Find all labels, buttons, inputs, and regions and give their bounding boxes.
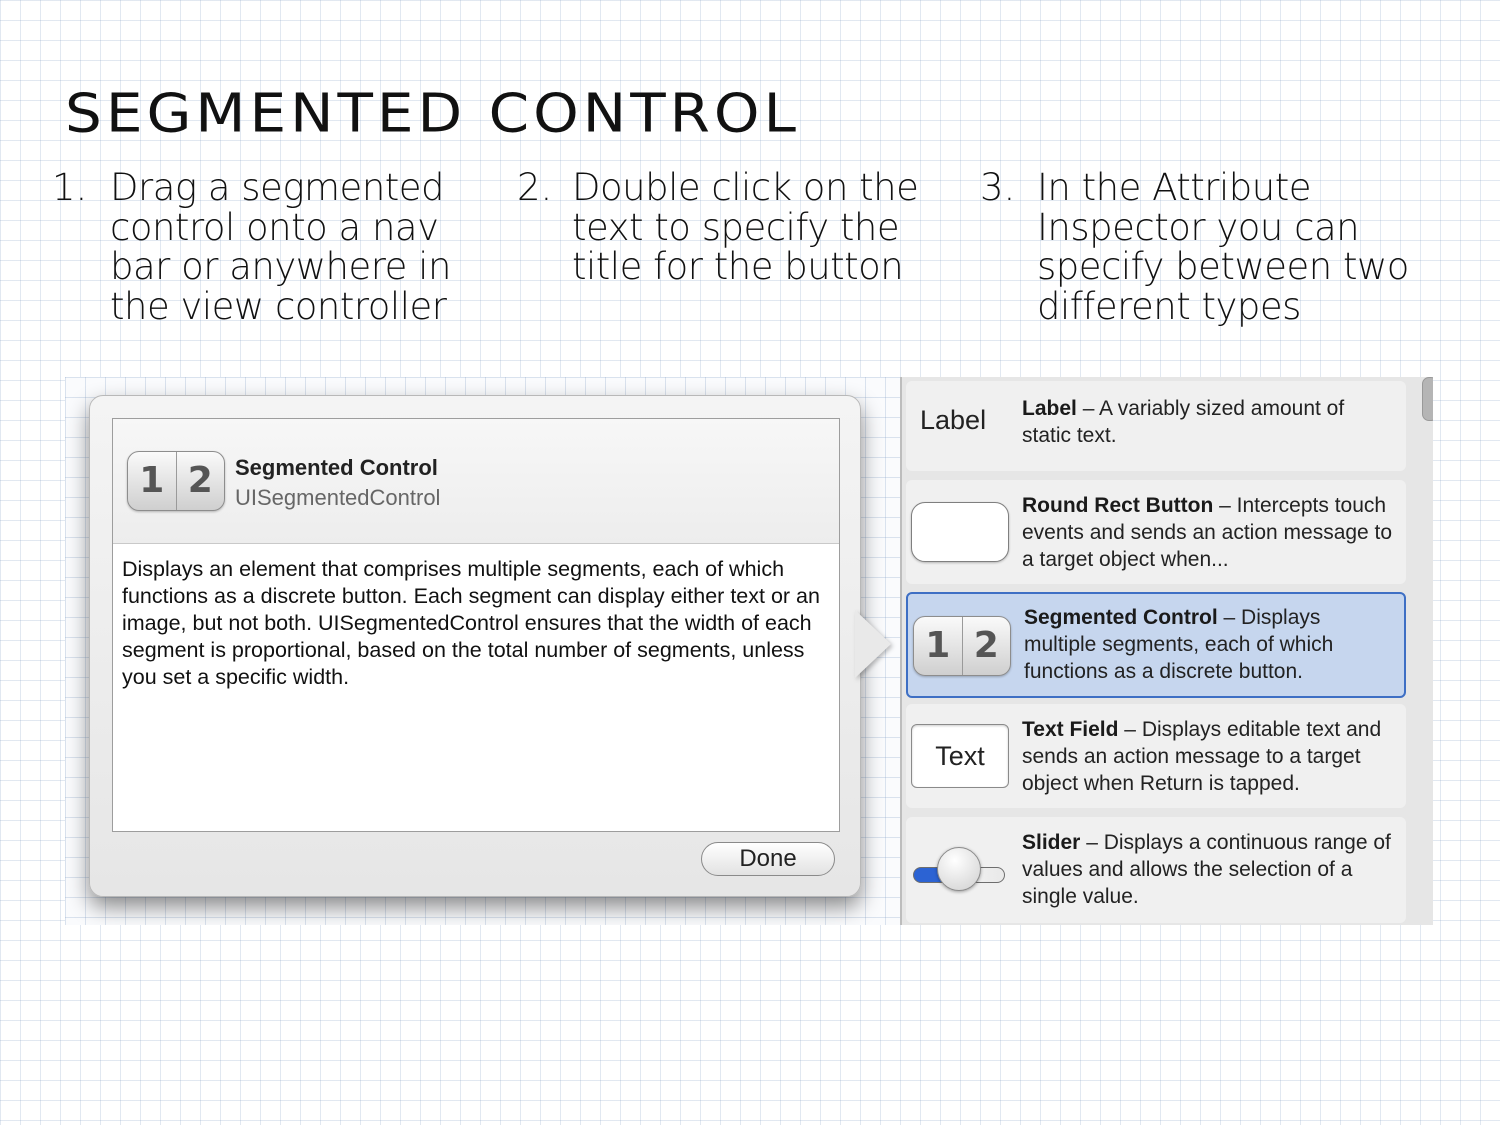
library-item-text: – Displays a continuous range of values and allows the selection of a single value. bbox=[1022, 831, 1391, 908]
library-item-slider[interactable] bbox=[906, 817, 1406, 923]
library-item-segmented-control[interactable] bbox=[906, 592, 1406, 698]
round-rect-button-icon bbox=[911, 502, 1009, 562]
library-item-label[interactable] bbox=[906, 381, 1406, 471]
step-number: 2. bbox=[517, 166, 553, 209]
segment-label: 2 bbox=[176, 452, 225, 510]
library-item-name: Round Rect Button bbox=[1022, 494, 1214, 517]
step-number: 1. bbox=[52, 166, 88, 209]
library-item-description bbox=[1022, 395, 1398, 449]
done-button[interactable]: Done bbox=[701, 842, 835, 876]
slide-title: SEGMENTED CONTROL bbox=[65, 81, 800, 145]
step-text: In the Attribute Inspector you can specify between two different types bbox=[1037, 166, 1409, 328]
library-item-name: Slider bbox=[1022, 831, 1081, 854]
library-item-name: Segmented Control bbox=[1024, 606, 1218, 629]
object-library-panel bbox=[900, 377, 1433, 925]
segment-label: 1 bbox=[925, 625, 951, 666]
label-icon: Label bbox=[920, 405, 987, 435]
library-scrollbar[interactable] bbox=[1422, 377, 1433, 421]
library-item-description bbox=[1022, 716, 1398, 797]
segmented-control-icon bbox=[913, 616, 1011, 676]
library-item-text-field[interactable] bbox=[906, 704, 1406, 808]
interface-builder-screenshot bbox=[65, 377, 1433, 925]
object-info-popover bbox=[89, 395, 861, 897]
step-text: Double click on the text to specify the title for the button bbox=[572, 166, 919, 288]
segment-label: 2 bbox=[962, 617, 1011, 675]
library-item-name: Label bbox=[1022, 397, 1077, 420]
popover-content bbox=[112, 418, 840, 832]
step-number: 3. bbox=[980, 166, 1016, 209]
popover-title: Segmented Control bbox=[235, 455, 438, 480]
library-item-text: – Displays editable text and sends an action message to a target object when Return is tapped. bbox=[1022, 718, 1382, 795]
popover-arrow bbox=[855, 610, 891, 678]
library-item-name: Text Field bbox=[1022, 718, 1119, 741]
segment-label: 1 bbox=[139, 460, 165, 501]
library-item-description bbox=[1022, 829, 1398, 910]
step-text: Drag a segmented control onto a nav bar or anywhere in the view controller bbox=[110, 166, 451, 328]
library-item-text: – A variably sized amount of static text. bbox=[1022, 397, 1345, 447]
library-item-text: – Intercepts touch events and sends an action message to a target object when... bbox=[1022, 494, 1393, 571]
segmented-control-icon bbox=[127, 451, 225, 511]
popover-header bbox=[113, 419, 839, 544]
library-item-text: – Displays multiple segments, each of which functions as a discrete button. bbox=[1024, 606, 1334, 683]
library-item-description bbox=[1022, 492, 1398, 573]
text-field-icon: Text bbox=[911, 724, 1009, 788]
library-item-description bbox=[1024, 604, 1396, 685]
slider-icon bbox=[911, 853, 1007, 889]
library-item-round-rect-button[interactable] bbox=[906, 480, 1406, 584]
slider-knob bbox=[937, 847, 981, 891]
popover-description: Displays an element that comprises multiple segments, each of which functions as a discrete button. Each segment can display either text or an image, but not both. UISegmentedControl ensures that the width of each segment is proportional, based on the total number of segments, unless you set a specific width. bbox=[122, 557, 820, 689]
popover-class-name: UISegmentedControl bbox=[235, 485, 441, 510]
